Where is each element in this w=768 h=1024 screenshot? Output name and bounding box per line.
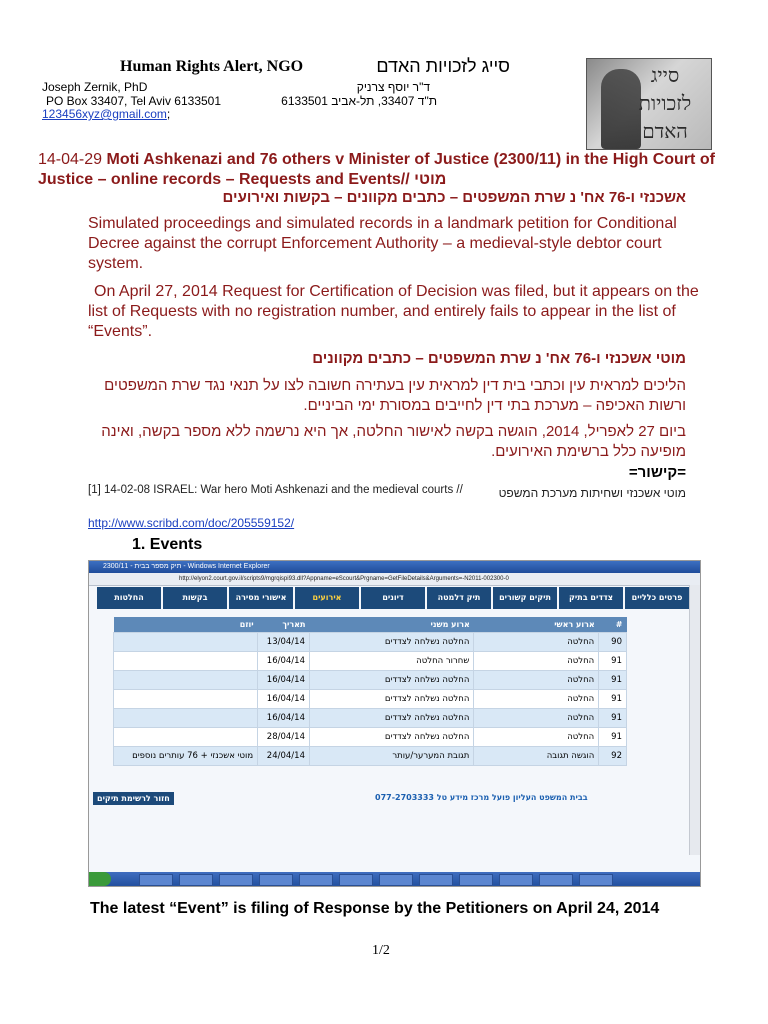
cell-initiator [114, 709, 258, 728]
heb-para2: ביום 27 לאפריל, 2014, הוגשה בקשה לאישור החלטה, אך היא נרשמה ללא מספר בקשה, ואינה מופיעה כלל ברשימת האירועים. [101, 423, 686, 460]
taskbar-item[interactable] [539, 874, 573, 886]
browser-titlebar: 2300/11 - תיק מספר בבית - Windows Internet Explorer [89, 561, 700, 573]
tab-decisions[interactable]: החלטות [97, 587, 161, 609]
cell-date: 16/04/14 [258, 652, 310, 671]
cell-num: 91 [599, 690, 627, 709]
col-initiator: יוזם [114, 617, 258, 633]
address-he: ת"ד 33407, תל-אביב 6133501 [281, 94, 437, 108]
cell-main: הוגשה תגובה [474, 747, 599, 766]
taskbar-item[interactable] [259, 874, 293, 886]
section-title: 1. Events [132, 536, 203, 553]
cell-main: החלטה [474, 690, 599, 709]
table-row[interactable] [114, 728, 627, 747]
taskbar-item[interactable] [339, 874, 373, 886]
author-name-he: ד"ר יוסף צרניק [356, 80, 430, 94]
cell-initiator: מוטי אשכנזי + 76 עותרים נוספים [114, 747, 258, 766]
table-row[interactable] [114, 709, 627, 728]
ref-url-line [88, 516, 294, 530]
article-title-he: אשכנזי ו-76 אח' נ שרת המשפטים – כתבים מקוונים – בקשות ואירועים [222, 189, 686, 206]
browser-address-bar[interactable]: http://elyon2.court.gov.il/scripts9/mgrqispi93.dll?Appname=eScourt&Prgname=GetFileDetails&Arguments=-N2011-002300-0 [89, 573, 700, 586]
cell-num: 90 [599, 633, 627, 652]
cell-main: החלטה [474, 671, 599, 690]
link-label: =קישור= [628, 464, 686, 481]
org-logo [586, 58, 712, 150]
table-row[interactable] [114, 747, 627, 766]
taskbar-item[interactable] [459, 874, 493, 886]
windows-taskbar [89, 872, 700, 886]
ref-en: [1] 14-02-08 ISRAEL: War hero Moti Ashkenazi and the medieval courts // [88, 484, 463, 496]
table-row[interactable] [114, 671, 627, 690]
table-row[interactable] [114, 690, 627, 709]
taskbar-item[interactable] [379, 874, 413, 886]
cell-sub: החלטה נשלחה לצדדים [309, 671, 473, 690]
cell-initiator [114, 652, 258, 671]
taskbar-item[interactable] [299, 874, 333, 886]
cell-sub: החלטה נשלחה לצדדים [309, 728, 473, 747]
article-date: 14-04-29 [38, 151, 103, 168]
tab-related[interactable]: תיקים קשורים [493, 587, 557, 609]
tab-delivery[interactable]: אישורי מסירה [229, 587, 293, 609]
para-simulated: Simulated proceedings and simulated records in a landmark petition for Conditional Decree against the corrupt Enforcement Authority – a medieval-style debtor court system. [88, 215, 677, 272]
cell-main: החלטה [474, 652, 599, 671]
heb-para1: הליכים למראית עין וכתבי בית דין למראית עין בעתירה חשובה לצו על תנאי נגד שרת המשפטים ורשות האכיפה – מערכת בתי דין לחייבים במסורת ימי הביניים. [104, 377, 686, 414]
tab-events[interactable]: אירועים [295, 587, 359, 609]
logo-text-3: האדם [642, 119, 688, 143]
cell-date: 16/04/14 [258, 671, 310, 690]
cell-initiator [114, 671, 258, 690]
cell-date: 24/04/14 [258, 747, 310, 766]
taskbar-item[interactable] [579, 874, 613, 886]
col-main-event: ארוע ראשי [474, 617, 599, 633]
cell-num: 91 [599, 728, 627, 747]
cell-initiator [114, 728, 258, 747]
taskbar-item[interactable] [499, 874, 533, 886]
tab-requests[interactable]: בקשות [163, 587, 227, 609]
cell-sub: החלטה נשלחה לצדדים [309, 633, 473, 652]
back-to-list-button[interactable]: חזור לרשימת תיקים [93, 792, 174, 805]
cell-sub: תגובת המערער/עותר [309, 747, 473, 766]
table-header [114, 617, 627, 633]
vertical-scrollbar[interactable] [689, 585, 700, 855]
cell-main: החלטה [474, 728, 599, 747]
logo-text-1: סייג [650, 63, 680, 87]
cell-num: 91 [599, 652, 627, 671]
taskbar-item[interactable] [139, 874, 173, 886]
article-title-he-inline: מוטי [414, 171, 447, 188]
org-name-en: Human Rights Alert, NGO [120, 58, 304, 75]
org-name-he: סייג לזכויות האדם [376, 56, 510, 76]
ref-url[interactable]: http://www.scribd.com/doc/205559152/ [88, 516, 295, 530]
col-date: תאריך [258, 617, 310, 633]
caption: The latest “Event” is filing of Response by the Petitioners on April 24, 2014 [90, 900, 660, 917]
cell-date: 13/04/14 [258, 633, 310, 652]
author-name-en: Joseph Zernik, PhD [42, 80, 148, 94]
article-title [38, 150, 718, 190]
cell-sub: החלטה נשלחה לצדדים [309, 709, 473, 728]
taskbar-item[interactable] [419, 874, 453, 886]
email-link[interactable]: 123456xyz@gmail.com [42, 107, 167, 121]
cell-sub: שחרור החלטה [309, 652, 473, 671]
start-button[interactable] [89, 872, 111, 886]
article-title-en: Moti Ashkenazi and 76 others v Minister of Justice (2300/11) in the High Court of Justice – online records – Requests and Events// [38, 151, 715, 188]
cell-main: החלטה [474, 709, 599, 728]
page-number: 1/2 [372, 943, 390, 958]
tab-bar [97, 587, 689, 609]
cell-initiator [114, 633, 258, 652]
taskbar-item[interactable] [179, 874, 213, 886]
cell-num: 92 [599, 747, 627, 766]
para-april: On April 27, 2014 Request for Certification of Decision was filed, but it appears on the list of Requests with no registration number, and entirely fails to appear in the list of “Events”. [88, 283, 699, 340]
tab-hearings[interactable]: דיונים [361, 587, 425, 609]
email-suffix: ; [166, 107, 171, 121]
cell-date: 16/04/14 [258, 690, 310, 709]
tab-lower[interactable]: תיק דלמטה [427, 587, 491, 609]
court-records-screenshot [88, 560, 701, 887]
email-line [42, 107, 170, 121]
col-sub-event: ארוע משני [309, 617, 473, 633]
tab-general[interactable]: פרטים כלליים [625, 587, 689, 609]
cell-date: 16/04/14 [258, 709, 310, 728]
logo-text-2: לזכויות [638, 91, 692, 115]
cell-main: החלטה [474, 633, 599, 652]
cell-sub: החלטה נשלחה לצדדים [309, 690, 473, 709]
info-center-text: בבית המשפט העליון פועל מרכז מידע טל 077-2703333 [375, 793, 588, 802]
taskbar-item[interactable] [219, 874, 253, 886]
cell-initiator [114, 690, 258, 709]
table-row[interactable] [114, 652, 627, 671]
events-table [113, 617, 627, 766]
cell-num: 91 [599, 671, 627, 690]
table-row[interactable] [114, 633, 627, 652]
cell-date: 28/04/14 [258, 728, 310, 747]
ref-he: מוטי אשכנזי ושחיתות מערכת המשפט [498, 486, 686, 500]
col-num: # [599, 617, 627, 633]
tab-parties[interactable]: צדדים בתיק [559, 587, 623, 609]
heb-title: מוטי אשכנזי ו-76 אח' נ שרת המשפטים – כתבים מקוונים [312, 350, 686, 367]
cell-num: 91 [599, 709, 627, 728]
address-en: PO Box 33407, Tel Aviv 6133501 [46, 94, 222, 108]
